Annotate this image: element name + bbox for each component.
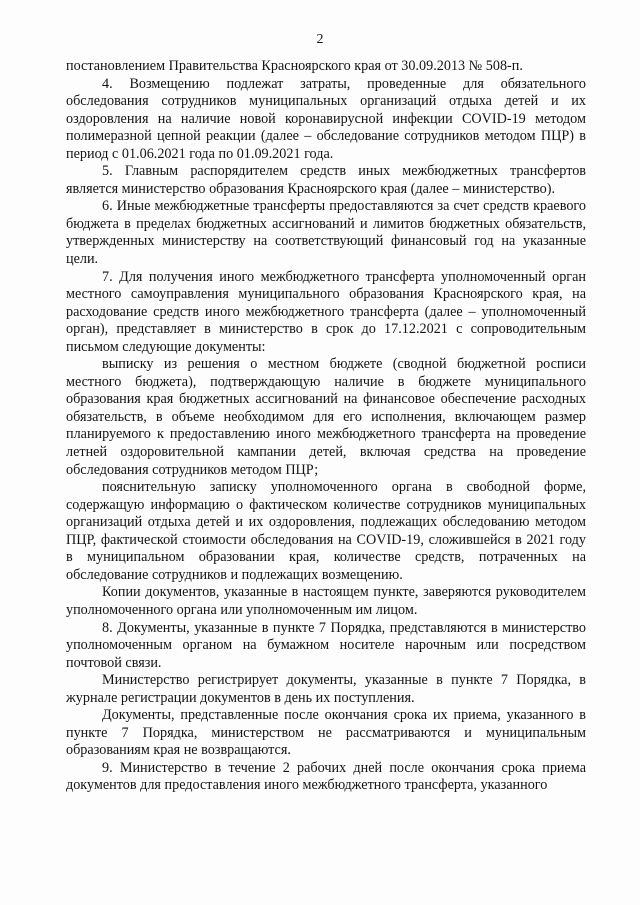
paragraph-continuation: постановлением Правительства Красноярского края от 30.09.2013 № 508-п.	[66, 58, 523, 74]
paragraph-registration: Министерство регистрирует документы, указанные в пункте 7 Порядка, в журнале регистрации документов в день их поступления.	[66, 672, 586, 706]
document-body	[66, 58, 586, 795]
paragraph-late-documents: Документы, представленные после окончания срока их приема, указанного в пункте 7 Порядка, министерством не рассматриваются и муниципальным образованиям края не возвращаются.	[66, 707, 586, 759]
paragraph-item-9: 9. Министерство в течение 2 рабочих дней после окончания срока приема документов для предоставления иного межбюджетного трансферта, указанного	[66, 759, 586, 794]
paragraph-explanatory-note: пояснительную записку уполномоченного органа в свободной форме, содержащую информацию о фактическом количестве сотрудников муниципальных организаций отдыха детей и их оздоровления, подлежащих обследованию методом ПЦР, фактической стоимости обследования на COVID-19, сложившейся в 2021 году в муниципальном образовании края, количестве средств, потраченных на обследование сотрудников и подлежащих возмещению.	[66, 479, 586, 583]
paragraph-item-4: 4. Возмещению подлежат затраты, проведенные для обязательного обследования сотрудников муниципальных организаций отдыха детей и их оздоровления на наличие новой коронавирусной инфекции COVID-19 методом полимеразной цепной реакции (далее – обследование сотрудников методом ПЦР) в период с 01.06.2021 года по 01.09.2021 года.	[66, 75, 586, 162]
paragraph-item-7: 7. Для получения иного межбюджетного трансферта уполномоченный орган местного самоуправления муниципального образования Красноярского края, на расходование средств иного межбюджетного трансферта (далее – уполномоченный орган), представляет в министерство в срок до 17.12.2021 с сопроводительным письмом следующие документы:	[66, 268, 586, 355]
paragraph-item-6: 6. Иные межбюджетные трансферты предоставляются за счет средств краевого бюджета в пределах бюджетных ассигнований и лимитов бюджетных обязательств, утвержденных министерству на соответствующий финансовый год на указанные цели.	[66, 198, 586, 268]
paragraph-budget-extract: выписку из решения о местном бюджете (сводной бюджетной росписи местного бюджета), подтверждающую наличие в бюджете муниципального образования края бюджетных ассигнований на финансовое обеспечение расходных обязательств, в объеме необходимом для его исполнения, включающем размер планируемого к предоставлению иного межбюджетного трансферта на проведение летней оздоровительной кампании детей, включая средства на проведение обследования сотрудников методом ПЦР;	[66, 356, 586, 478]
paragraph-item-5: 5. Главным распорядителем средств иных межбюджетных трансфертов является министерство образования Красноярского края (далее – министерство).	[66, 163, 586, 197]
paragraph-item-8: 8. Документы, указанные в пункте 7 Порядка, представляются в министерство уполномоченным органом на бумажном носителе нарочным или посредством почтовой связи.	[66, 619, 586, 671]
paragraph-copies-certification: Копии документов, указанные в настоящем пункте, заверяются руководителем уполномоченного органа или уполномоченным им лицом.	[66, 584, 586, 618]
page-number: 2	[316, 32, 324, 47]
